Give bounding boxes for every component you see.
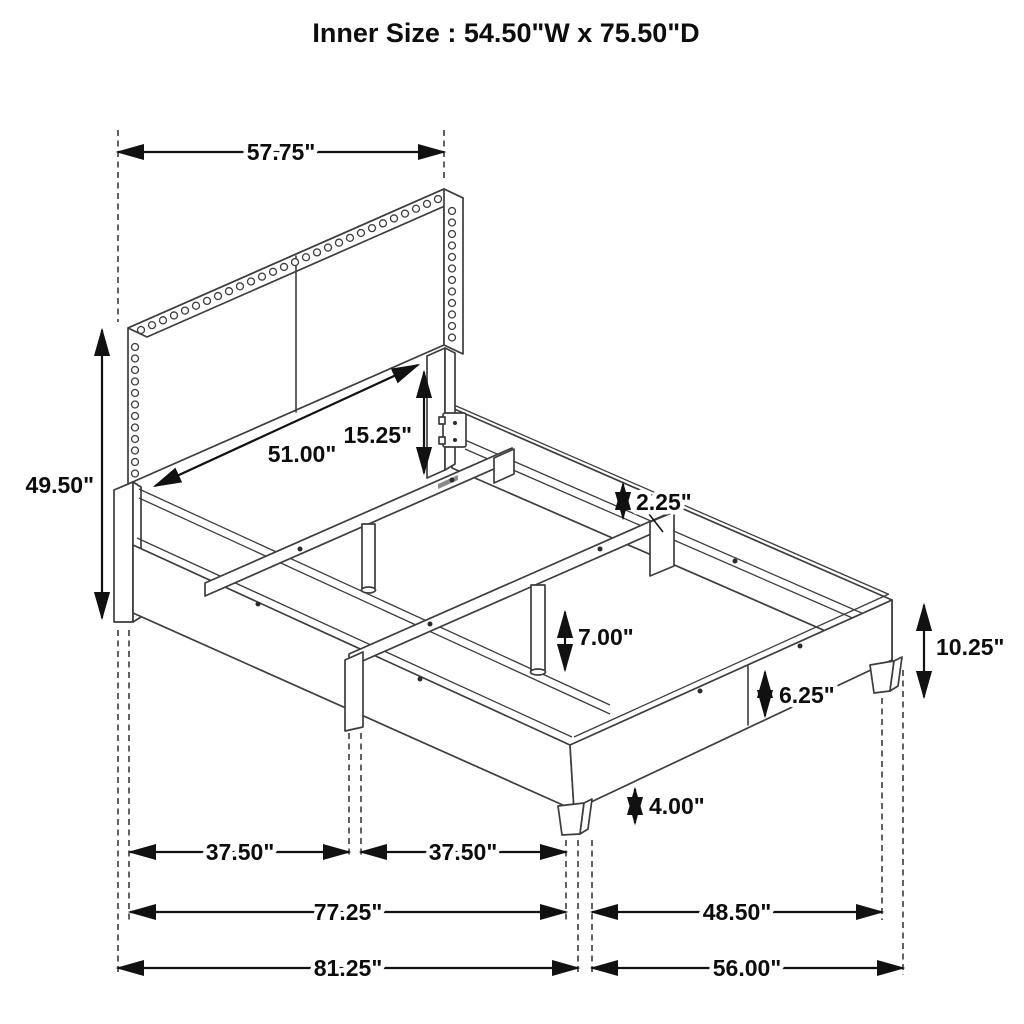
dim-label-panel-to-rail: 15.25" [343,422,412,448]
page-title: Inner Size : 54.50"W x 75.50"D [312,18,700,48]
dim-label-head-to-center-leg: 37.50" [205,839,275,865]
dim-foot-leg-to-corner [592,899,882,925]
dim-label-center-leg-height: 7.00" [578,624,634,650]
dim-label-head-to-foot-leg: 77.25" [313,899,383,925]
slat-2-end-bracket [650,512,674,576]
dim-panel-to-rail [344,372,424,473]
dim-label-side-rail-height: 6.25" [779,682,835,708]
dim-label-corner-leg-height: 4.00" [649,793,705,819]
dimension-annotations [26,139,1005,981]
slat-2-center-leg [531,585,546,675]
dim-center-leg-height [565,612,634,670]
slat-1-center-leg [362,524,376,593]
dim-head-to-foot-leg [130,899,566,925]
dim-headboard-width [118,139,444,165]
dim-overall-length [118,955,578,981]
dim-label-slat-bracket-height: 2.25" [636,489,692,515]
dim-label-foot-leg-to-corner: 48.50" [702,899,772,925]
dim-label-center-leg-to-foot-leg: 37.50" [428,839,498,865]
dim-label-headboard-width: 57.75" [246,139,316,165]
dim-label-rail-top-to-floor: 10.25" [936,634,1005,660]
bed-frame-drawing [114,189,902,835]
dim-corner-leg-height [635,789,705,823]
rail-hook-plate [439,413,466,447]
dim-head-to-center-leg [130,839,349,865]
dim-label-headboard-inner-width: 51.00" [267,441,337,467]
slat-1 [205,448,514,596]
dim-headboard-height [26,330,102,618]
headboard [128,189,463,484]
dim-label-overall-length: 81.25" [313,955,383,981]
dim-foot-section-length [592,955,903,981]
dim-label-foot-section-length: 56.00" [712,955,782,981]
slat-2-side-leg [345,652,363,731]
dim-label-headboard-height: 49.50" [25,472,94,498]
dim-rail-top-to-floor [924,605,1004,697]
dim-center-leg-to-foot-leg [361,839,566,865]
